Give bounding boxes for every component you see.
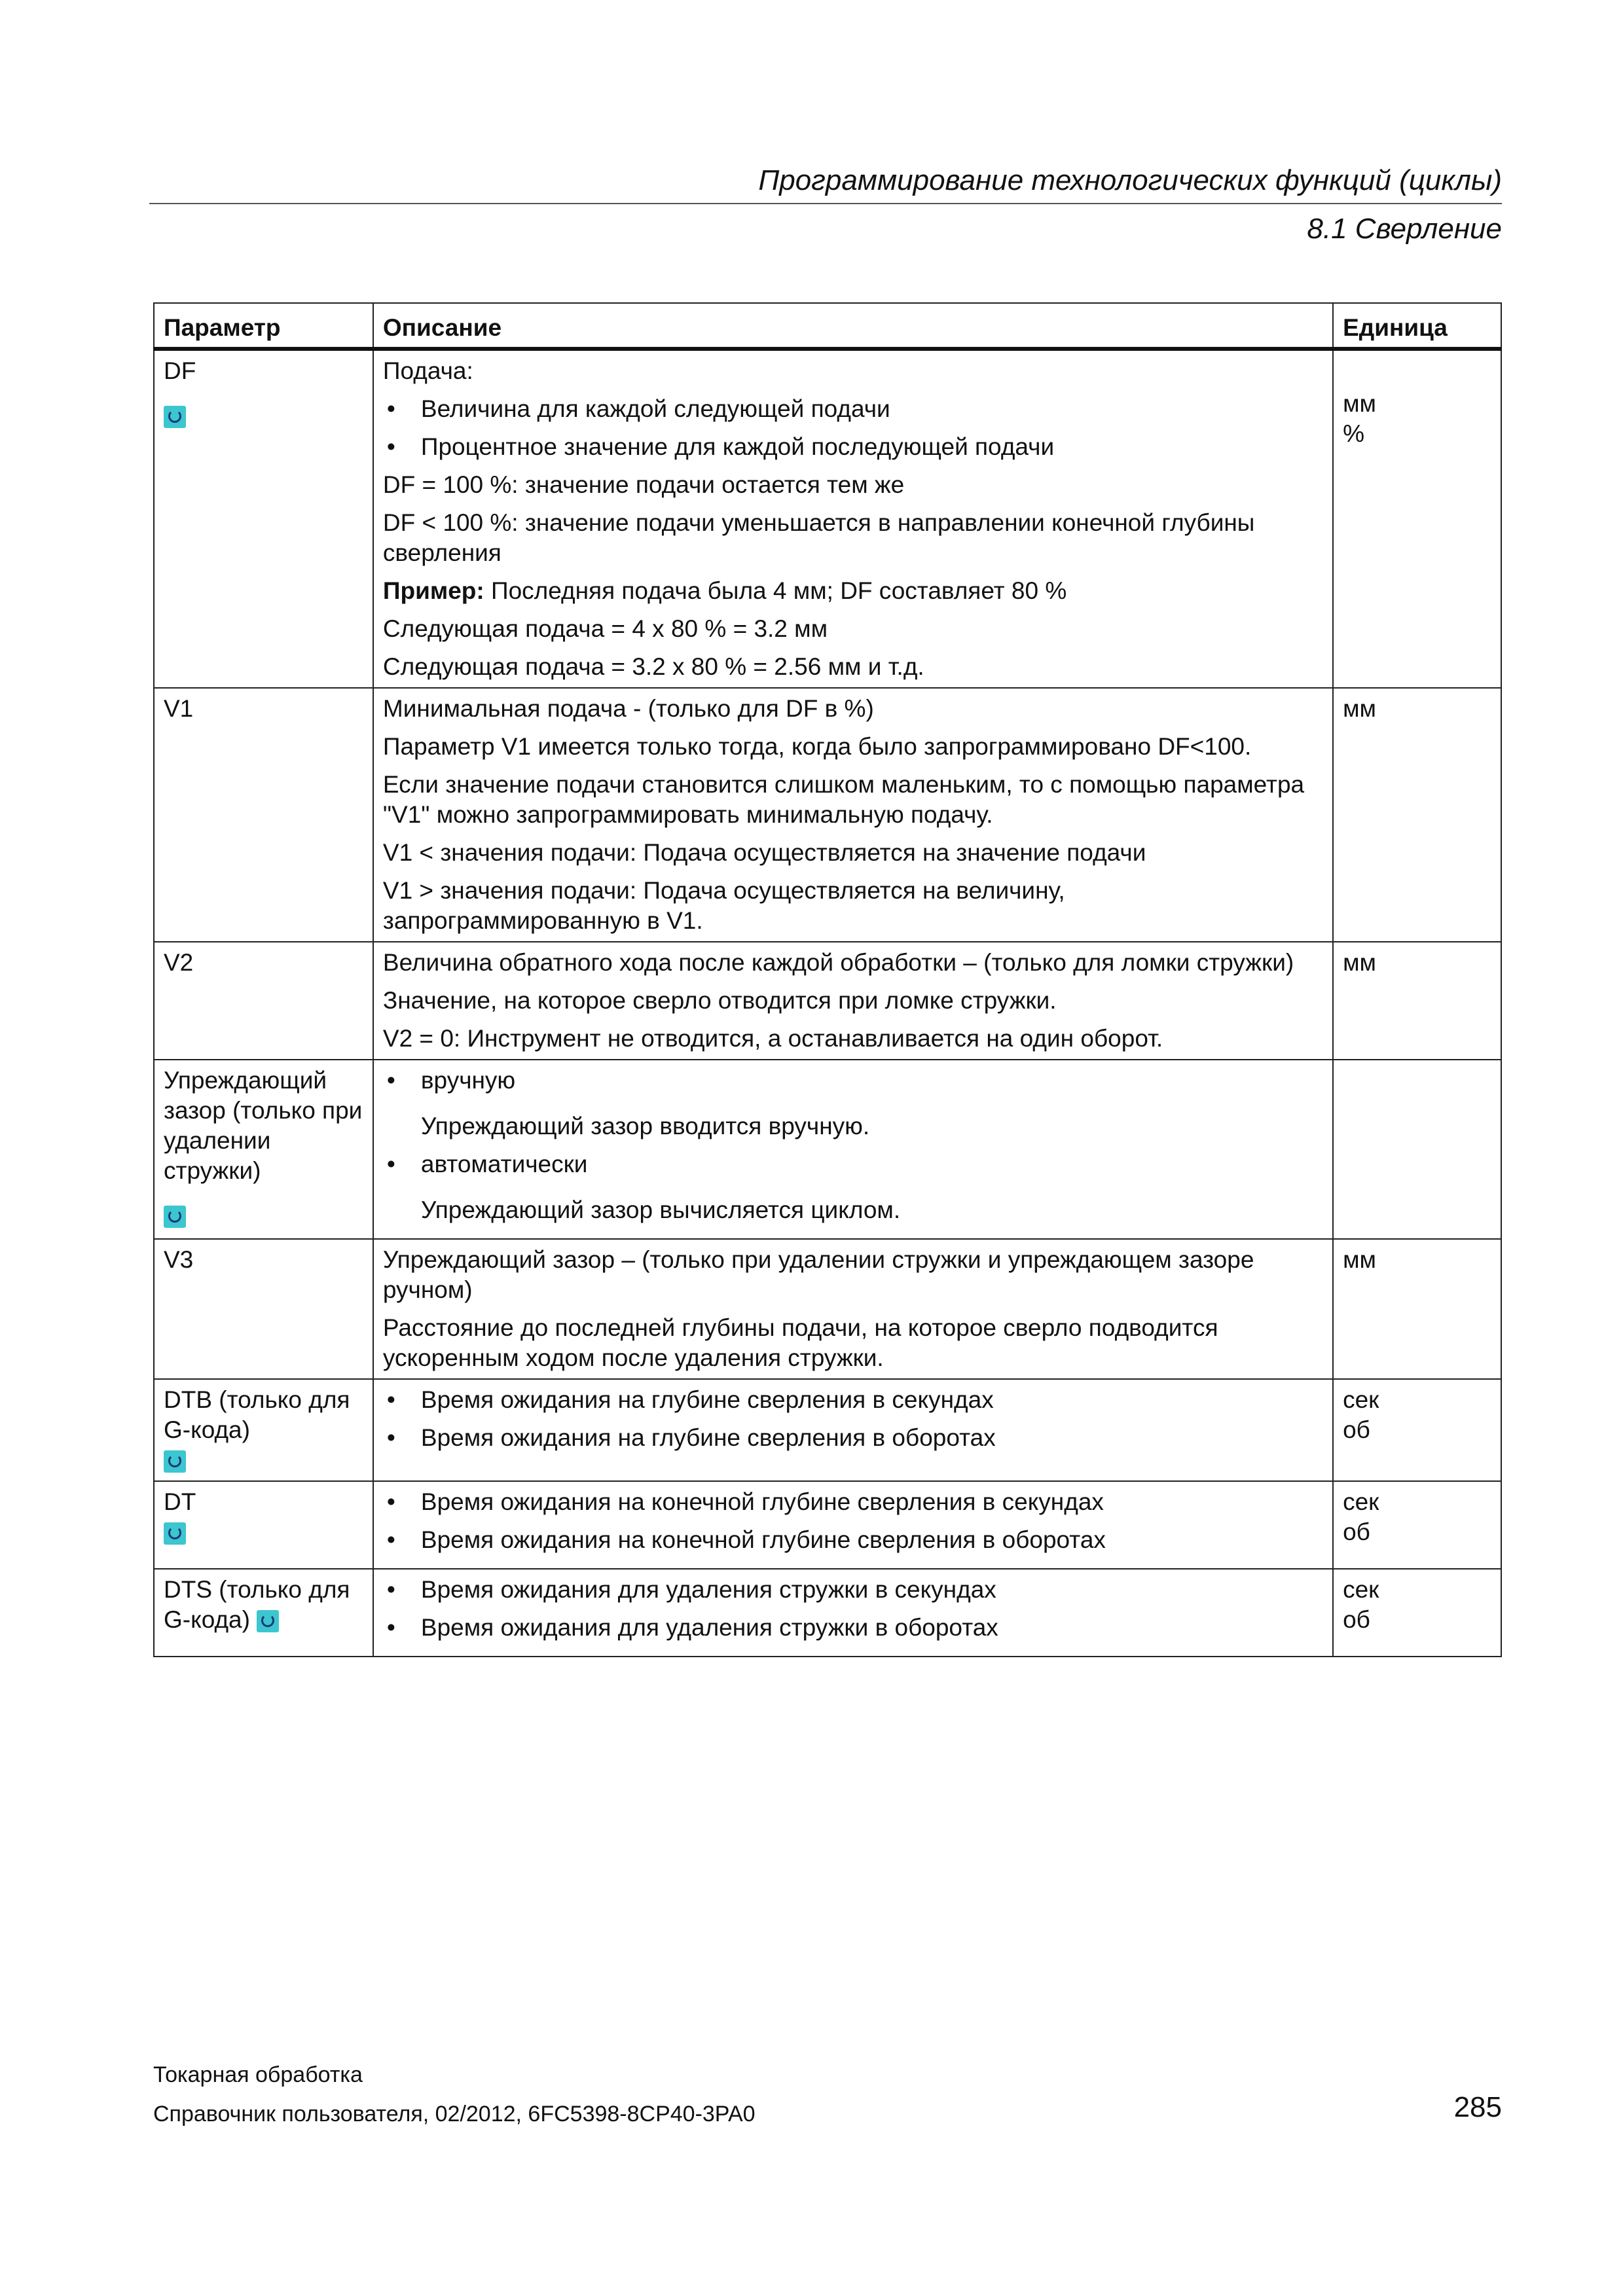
desc-text: DF = 100 %: значение подачи остается тем же <box>382 471 905 498</box>
unit-value: об <box>1343 1416 1370 1443</box>
footer-book-title: Токарная обработка <box>153 2062 363 2087</box>
unit-value: сек <box>1343 1386 1379 1413</box>
unit-cell <box>1333 1239 1501 1379</box>
table-header-row <box>154 303 1501 349</box>
unit-value: сек <box>1343 1488 1379 1515</box>
bullet-item: • Время ожидания на глубине сверления в оборотах <box>383 1423 1323 1453</box>
description-cell <box>373 942 1333 1060</box>
page-header <box>149 162 1502 247</box>
unit-value: сек <box>1343 1576 1379 1603</box>
table-row-clearance <box>154 1060 1501 1239</box>
unit-cell <box>1333 1481 1501 1569</box>
bullet-item: • Время ожидания на конечной глубине сверления в оборотах <box>383 1525 1323 1555</box>
description-cell <box>373 1239 1333 1379</box>
param-cell <box>154 1481 373 1569</box>
toggle-icon[interactable] <box>164 406 186 428</box>
unit-value: % <box>1343 420 1364 447</box>
section-title: 8.1 Сверление <box>1307 213 1502 245</box>
description-cell <box>373 1379 1333 1481</box>
column-header-description: Описание <box>373 303 1333 349</box>
unit-cell <box>1333 349 1501 688</box>
column-header-parameter: Параметр <box>154 303 373 349</box>
desc-text: Параметр V1 имеется только тогда, когда было запрограммировано DF<100. <box>382 733 1252 760</box>
bullet-item: • автоматически <box>383 1149 1323 1179</box>
description-cell <box>373 1060 1333 1239</box>
desc-text: Следующая подача = 4 x 80 % = 3.2 мм <box>382 615 828 642</box>
desc-text: Упреждающий зазор вычисляется циклом. <box>420 1196 901 1223</box>
desc-text: Следующая подача = 3.2 x 80 % = 2.56 мм и т.д. <box>382 653 924 680</box>
desc-text: Величина обратного хода после каждой обработки – (только для ломки стружки) <box>382 949 1294 976</box>
param-cell <box>154 1239 373 1379</box>
bullet-item: • вручную <box>383 1066 1323 1096</box>
param-cell <box>154 1379 373 1481</box>
param-cell <box>154 1569 373 1657</box>
table-row-v1 <box>154 688 1501 942</box>
unit-cell <box>1333 1379 1501 1481</box>
unit-cell <box>1333 1569 1501 1657</box>
param-name: DTB (только для G-кода) <box>164 1386 350 1443</box>
chapter-title: Программирование технологических функций (циклы) <box>149 162 1502 204</box>
param-cell <box>154 942 373 1060</box>
unit-value: мм <box>1343 695 1376 722</box>
table-row-df <box>154 349 1501 688</box>
desc-text: DF < 100 %: значение подачи уменьшается в направлении конечной глубины сверления <box>382 509 1255 566</box>
param-name: Упреждающий зазор (только при удалении стружки) <box>164 1067 363 1184</box>
desc-text: Упреждающий зазор – (только при удалении стружки и упреждающем зазоре ручном) <box>382 1246 1254 1303</box>
desc-text: Подача: <box>382 357 473 384</box>
toggle-icon[interactable] <box>164 1450 186 1473</box>
table-row-v3 <box>154 1239 1501 1379</box>
bullet-item: • Время ожидания для удаления стружки в секундах <box>383 1575 1323 1605</box>
page-number: 285 <box>1453 2091 1502 2123</box>
param-cell <box>154 1060 373 1239</box>
unit-cell <box>1333 1060 1501 1239</box>
bullet-item: • Время ожидания на конечной глубине сверления в секундах <box>383 1487 1323 1517</box>
desc-text: Значение, на которое сверло отводится при ломке стружки. <box>382 987 1057 1014</box>
table-row-v2 <box>154 942 1501 1060</box>
unit-value: мм <box>1343 390 1376 417</box>
table-row-dtb <box>154 1379 1501 1481</box>
toggle-icon[interactable] <box>164 1522 186 1545</box>
desc-text: V2 = 0: Инструмент не отводится, а останавливается на один оборот. <box>382 1025 1163 1052</box>
example-text: Последняя подача была 4 мм; DF составляет 80 % <box>484 577 1067 604</box>
unit-value: об <box>1343 1518 1370 1545</box>
unit-value: мм <box>1343 949 1376 976</box>
param-name: V3 <box>164 1246 194 1273</box>
example-line <box>383 576 1323 606</box>
param-name: DTS (только для G-кода) <box>164 1576 350 1633</box>
bullet-item: • Величина для каждой следующей подачи <box>383 394 1323 424</box>
footer-manual-info: Справочник пользователя, 02/2012, 6FC5398-8CP40-3PA0 <box>153 2102 756 2126</box>
bullet-item: • Процентное значение для каждой последующей подачи <box>383 432 1323 462</box>
description-cell <box>373 349 1333 688</box>
desc-text: Если значение подачи становится слишком маленьким, то с помощью параметра "V1" можно запрограммировать минимальную подачу. <box>382 771 1305 828</box>
description-cell <box>373 1481 1333 1569</box>
desc-text: Упреждающий зазор вводится вручную. <box>420 1113 870 1139</box>
table-row-dts <box>154 1569 1501 1657</box>
param-name: V2 <box>164 949 194 976</box>
param-name: DF <box>164 357 196 384</box>
desc-text: Расстояние до последней глубины подачи, на которое сверло подводится ускоренным ходом после удаления стружки. <box>382 1314 1218 1371</box>
desc-text: V1 > значения подачи: Подача осуществляется на величину, запрограммированную в V1. <box>382 877 1065 934</box>
unit-cell <box>1333 942 1501 1060</box>
unit-value: об <box>1343 1606 1370 1633</box>
toggle-icon[interactable] <box>257 1610 279 1632</box>
unit-value: мм <box>1343 1246 1376 1273</box>
parameter-table <box>153 302 1502 1657</box>
description-cell <box>373 688 1333 942</box>
column-header-unit: Единица <box>1333 303 1501 349</box>
bullet-item: • Время ожидания для удаления стружки в оборотах <box>383 1613 1323 1643</box>
param-name: V1 <box>164 695 194 722</box>
desc-text: Минимальная подача - (только для DF в %) <box>382 695 874 722</box>
param-name: DT <box>164 1488 196 1515</box>
unit-cell <box>1333 688 1501 942</box>
param-cell <box>154 349 373 688</box>
example-label: Пример: <box>382 577 484 604</box>
desc-text: V1 < значения подачи: Подача осуществляется на значение подачи <box>382 839 1146 866</box>
bullet-item: • Время ожидания на глубине сверления в секундах <box>383 1385 1323 1415</box>
toggle-icon[interactable] <box>164 1206 186 1228</box>
table-row-dt <box>154 1481 1501 1569</box>
description-cell <box>373 1569 1333 1657</box>
param-cell <box>154 688 373 942</box>
